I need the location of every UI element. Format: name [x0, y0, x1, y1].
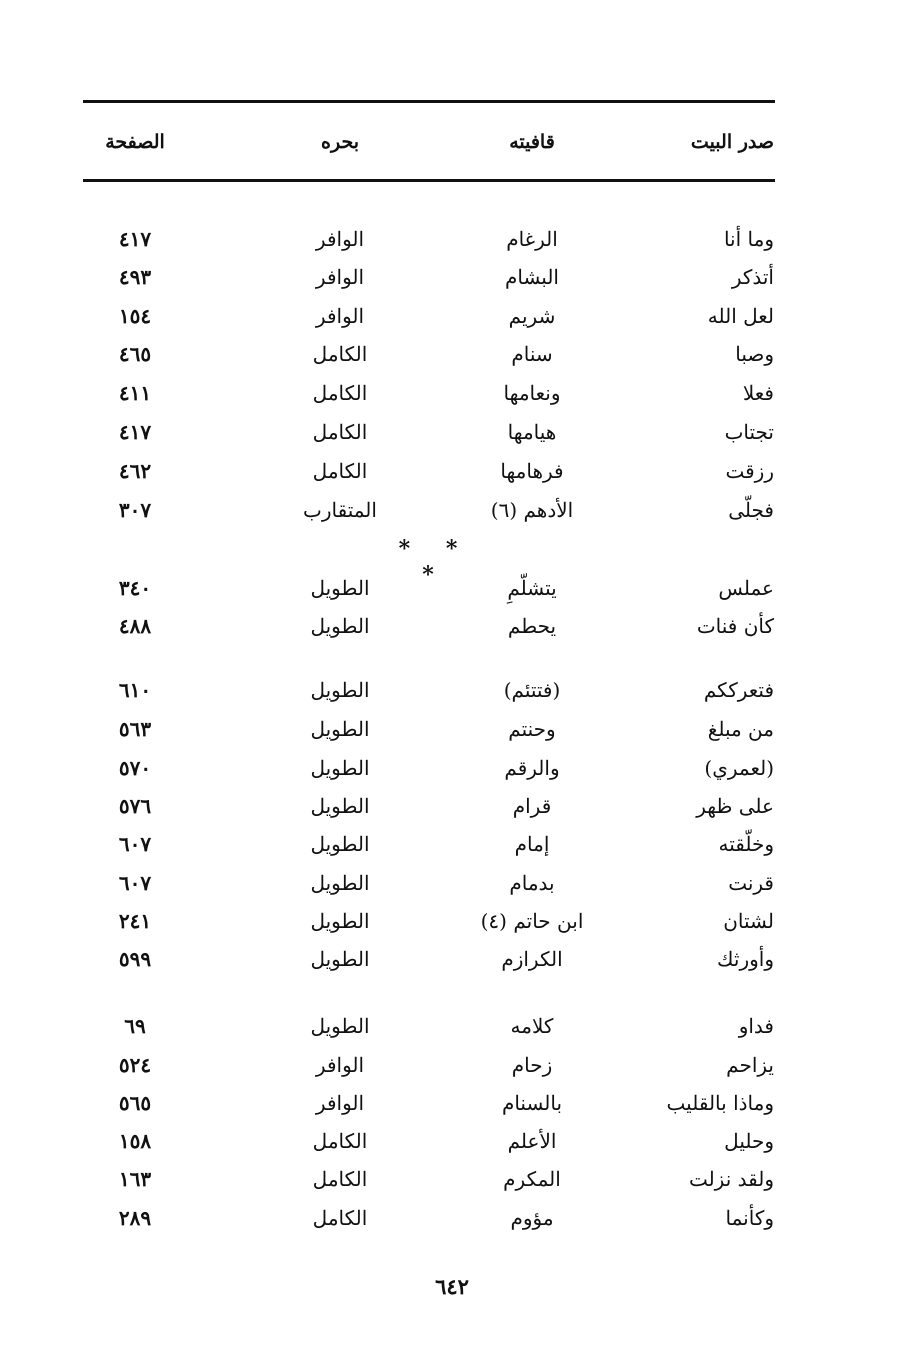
bahr-cell: الوافر: [315, 227, 365, 251]
qafiya-cell: كلامه: [510, 1014, 554, 1038]
table-row: [0, 418, 904, 448]
qafiya-cell: يتشلّمِ: [507, 576, 557, 600]
qafiya-cell: (فتتئم): [503, 678, 561, 702]
sadr-cell: عملس: [718, 576, 774, 600]
page-cell: ٥٧٦: [118, 794, 152, 818]
bahr-cell: الطويل: [310, 614, 370, 638]
sadr-cell: فجلّى: [728, 498, 774, 522]
top-rule: [83, 100, 775, 103]
table-row: [0, 1089, 904, 1119]
page-cell: ٥٦٥: [118, 1091, 152, 1115]
sadr-cell: تجتاب: [724, 420, 774, 444]
qafiya-cell: فرهامها: [500, 459, 564, 483]
qafiya-cell: سنام: [511, 342, 553, 366]
sadr-cell: قرنت: [728, 871, 774, 895]
page-cell: ٦٩: [124, 1014, 146, 1038]
sadr-cell: فعلا: [742, 381, 774, 405]
page-cell: ٢٤١: [118, 909, 152, 933]
sadr-cell: أتذكر: [731, 265, 774, 289]
bahr-cell: الوافر: [315, 265, 365, 289]
bahr-cell: الطويل: [310, 947, 370, 971]
sadr-cell: وصبا: [735, 342, 774, 366]
page-cell: ٤٦٥: [118, 342, 152, 366]
table-row: [0, 457, 904, 487]
page-cell: ٥٧٠: [118, 756, 152, 780]
page-number: ٦٤٢: [435, 1274, 469, 1299]
qafiya-cell: هيامها: [507, 420, 557, 444]
table-row: [0, 945, 904, 975]
bahr-cell: الكامل: [312, 381, 368, 405]
sadr-cell: وما أنا: [723, 227, 774, 251]
page-cell: ٦١٠: [118, 678, 152, 702]
sadr-cell: وكأنما: [725, 1206, 774, 1230]
page-cell: ١٥٤: [118, 304, 152, 328]
table-row: [0, 907, 904, 937]
qafiya-cell: والرقم: [504, 756, 560, 780]
bahr-cell: الطويل: [310, 576, 370, 600]
sadr-cell: وخلّقته: [718, 832, 774, 856]
qafiya-cell: ونعامها: [503, 381, 561, 405]
header-page: الصفحة: [105, 131, 165, 153]
bahr-cell: الطويل: [310, 832, 370, 856]
sadr-cell: لشتان: [723, 909, 774, 933]
qafiya-cell: بالسنام: [501, 1091, 563, 1115]
qafiya-cell: الرغام: [506, 227, 558, 251]
page-cell: ٣٤٠: [118, 576, 152, 600]
page-cell: ٤٩٣: [118, 265, 152, 289]
page-cell: ٥٢٤: [118, 1053, 152, 1077]
table-row: [0, 574, 904, 604]
table-row: [0, 1012, 904, 1042]
page-cell: ٤١٧: [118, 420, 152, 444]
sadr-cell: يزاحم: [726, 1053, 774, 1077]
sadr-cell: (لعمري): [704, 756, 774, 780]
qafiya-cell: الأعلم: [507, 1129, 557, 1153]
qafiya-cell: ابن حاتم (٤): [480, 909, 584, 933]
qafiya-cell: قرام: [512, 794, 552, 818]
section-separator: * * *: [398, 536, 472, 588]
qafiya-cell: بدمام: [509, 871, 555, 895]
table-row: [0, 869, 904, 899]
sadr-cell: فتعرككم: [703, 678, 774, 702]
sadr-cell: رزقت: [725, 459, 774, 483]
qafiya-cell: زحام: [511, 1053, 553, 1077]
bahr-cell: الطويل: [310, 717, 370, 741]
qafiya-cell: الأدهم (٦): [490, 498, 574, 522]
table-row: [0, 792, 904, 822]
sadr-cell: من مبلغ: [707, 717, 774, 741]
page-cell: ٥٩٩: [118, 947, 152, 971]
qafiya-cell: شريم: [508, 304, 556, 328]
table-row: [0, 830, 904, 860]
page-cell: ٢٨٩: [118, 1206, 152, 1230]
sadr-cell: ولقد نزلت: [688, 1167, 774, 1191]
header-rule: [83, 179, 775, 182]
page-cell: ١٦٣: [118, 1167, 152, 1191]
page-cell: ٣٠٧: [118, 498, 152, 522]
bahr-cell: الوافر: [315, 304, 365, 328]
sadr-cell: كأن فنات: [696, 614, 774, 638]
table-row: [0, 340, 904, 370]
qafiya-cell: مؤوم: [510, 1206, 554, 1230]
header-sadr: صدر البيت: [690, 131, 774, 153]
bahr-cell: المتقارب: [303, 498, 377, 522]
bahr-cell: الكامل: [312, 342, 368, 366]
sadr-cell: وماذا بالقليب: [666, 1091, 774, 1115]
table-row: [0, 1204, 904, 1234]
page-cell: ٥٦٣: [118, 717, 152, 741]
bahr-cell: الطويل: [310, 794, 370, 818]
table-row: [0, 263, 904, 293]
table-row: [0, 379, 904, 409]
header-qafiya: قافيته: [509, 131, 555, 153]
qafiya-cell: وحنتم: [508, 717, 556, 741]
bahr-cell: الوافر: [315, 1053, 365, 1077]
table-row: [0, 1127, 904, 1157]
page-cell: ٤٦٢: [118, 459, 152, 483]
table-row: [0, 754, 904, 784]
table-row: [0, 1051, 904, 1081]
bahr-cell: الطويل: [310, 1014, 370, 1038]
page-cell: ٤١١: [118, 381, 152, 405]
table-row: [0, 715, 904, 745]
bahr-cell: الكامل: [312, 1167, 368, 1191]
bahr-cell: الكامل: [312, 1129, 368, 1153]
page-cell: ٦٠٧: [118, 871, 152, 895]
table-row: [0, 612, 904, 642]
table-row: [0, 302, 904, 332]
qafiya-cell: البشام: [504, 265, 559, 289]
sadr-cell: على ظهر: [696, 794, 774, 818]
bahr-cell: الكامل: [312, 459, 368, 483]
table-row: [0, 496, 904, 526]
sadr-cell: وأورثك: [717, 947, 774, 971]
header-bahr: بحره: [321, 131, 359, 153]
bahr-cell: الطويل: [310, 756, 370, 780]
bahr-cell: الطويل: [310, 678, 370, 702]
bahr-cell: الوافر: [315, 1091, 365, 1115]
sadr-cell: فداو: [738, 1014, 774, 1038]
qafiya-cell: إمام: [514, 832, 550, 856]
table-header: [0, 128, 904, 158]
page-cell: ٦٠٧: [118, 832, 152, 856]
table-row: [0, 225, 904, 255]
qafiya-cell: يحطم: [507, 614, 557, 638]
table-row: [0, 676, 904, 706]
bahr-cell: الطويل: [310, 909, 370, 933]
bahr-cell: الكامل: [312, 420, 368, 444]
bahr-cell: الكامل: [312, 1206, 368, 1230]
table-row: [0, 1165, 904, 1195]
page-cell: ٤١٧: [118, 227, 152, 251]
qafiya-cell: الكرازم: [501, 947, 563, 971]
page-cell: ١٥٨: [118, 1129, 152, 1153]
qafiya-cell: المكرم: [503, 1167, 561, 1191]
sadr-cell: لعل الله: [707, 304, 774, 328]
page-cell: ٤٨٨: [118, 614, 152, 638]
bahr-cell: الطويل: [310, 871, 370, 895]
sadr-cell: وحليل: [724, 1129, 774, 1153]
